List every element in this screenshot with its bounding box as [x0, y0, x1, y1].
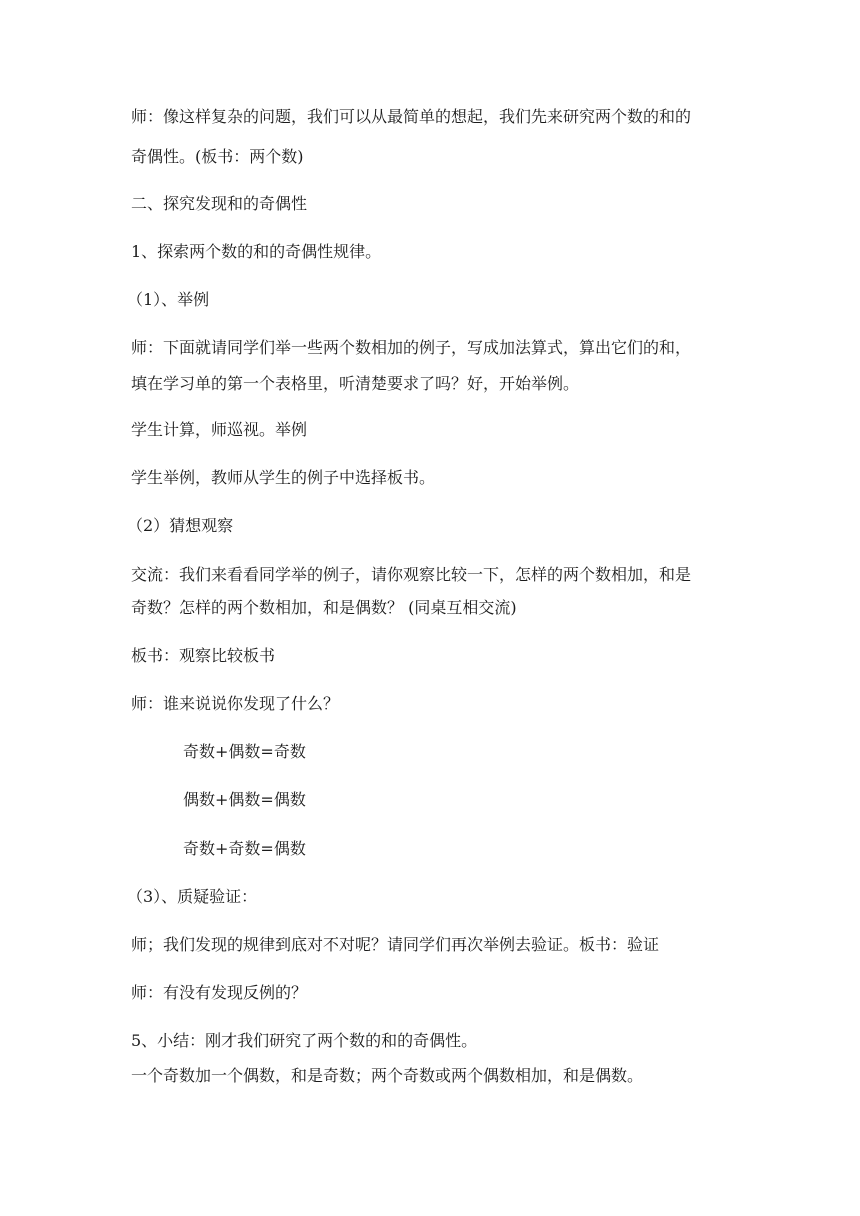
- paragraph-line: 师：像这样复杂的问题，我们可以从最简单的想起，我们先来研究两个数的和的: [131, 107, 692, 126]
- paragraph-line: 奇偶性。(板书：两个数): [131, 147, 304, 166]
- paragraph-line: 师：有没有发现反例的？: [131, 983, 308, 1002]
- paragraph-line: 板书：观察比较板书: [131, 646, 276, 665]
- paragraph-line: 师；我们发现的规律到底对不对呢？请同学们再次举例去验证。板书：验证: [131, 935, 660, 954]
- section-heading: 二、探究发现和的奇偶性: [131, 194, 308, 213]
- rule-equation: 奇数+奇数=偶数: [183, 839, 306, 858]
- paragraph-line: 5、小结：刚才我们研究了两个数的和的奇偶性。: [131, 1031, 478, 1050]
- subsection-heading: （2）猜想观察: [127, 516, 234, 535]
- rule-equation: 奇数+偶数=奇数: [183, 742, 306, 761]
- subsection-heading: （1）、举例: [127, 290, 210, 309]
- paragraph-line: 师：谁来说说你发现了什么？: [131, 694, 340, 713]
- paragraph-line: 师：下面就请同学们举一些两个数相加的例子，写成加法算式，算出它们的和，: [131, 338, 692, 357]
- paragraph-line: 奇数？怎样的两个数相加，和是偶数？ (同桌互相交流): [131, 598, 517, 617]
- paragraph-line: 填在学习单的第一个表格里，听清楚要求了吗？好，开始举例。: [131, 374, 580, 393]
- paragraph-line: 学生举例，教师从学生的例子中选择板书。: [131, 468, 436, 487]
- subsection-heading: （3）、质疑验证：: [127, 887, 258, 906]
- paragraph-line: 交流：我们来看看同学举的例子，请你观察比较一下，怎样的两个数相加，和是: [131, 565, 692, 584]
- paragraph-line: 学生计算，师巡视。举例: [131, 420, 308, 439]
- paragraph-line: 一个奇数加一个偶数，和是奇数；两个奇数或两个偶数相加，和是偶数。: [131, 1066, 644, 1085]
- rule-equation: 偶数+偶数=偶数: [183, 790, 306, 809]
- subsection-heading: 1、探索两个数的和的奇偶性规律。: [131, 242, 382, 261]
